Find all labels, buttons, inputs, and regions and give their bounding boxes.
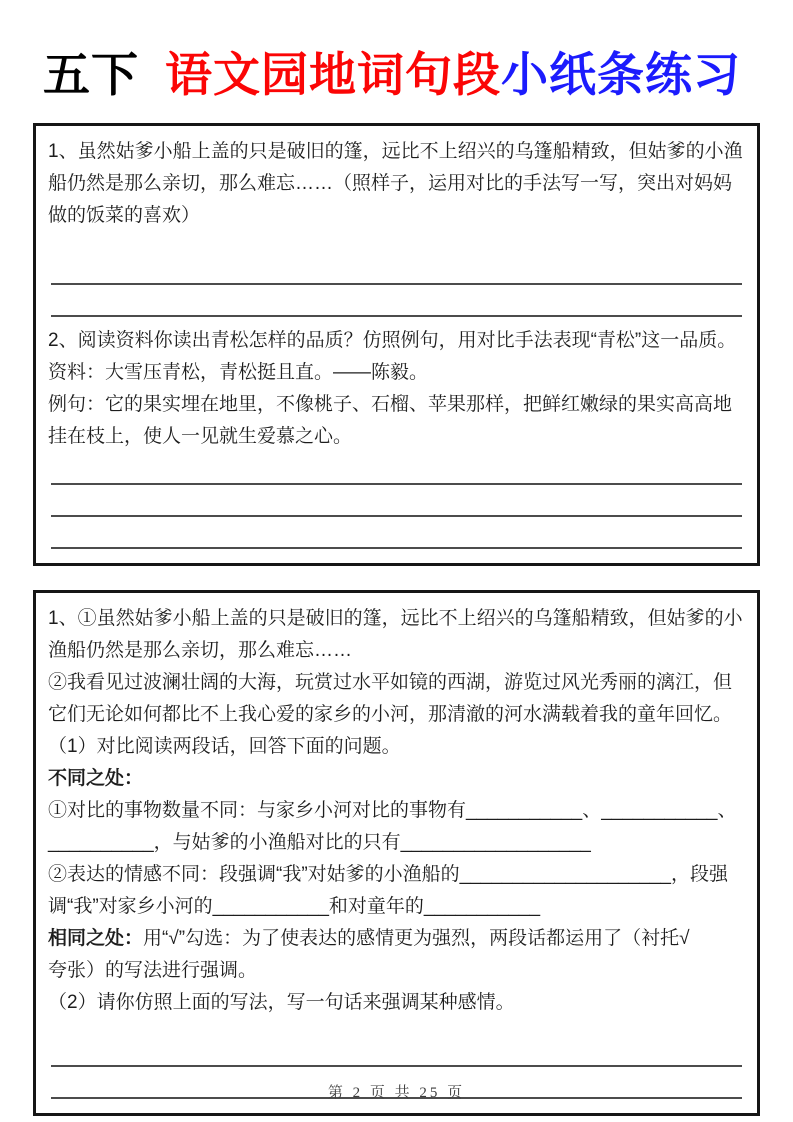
- page-number-footer: 第 2 页 共 25 页: [327, 1085, 466, 1101]
- question-box-2: [33, 590, 760, 1116]
- difference-1-fill-blank: ①对比的事物数量不同：与家乡小河对比的事物有___________、___________、__________，与姑爹的小渔船对比的只有__________________: [48, 800, 737, 853]
- question-2-material: 资料：大雪压青松，青松挺且直。——陈毅。: [48, 362, 429, 383]
- difference-2-fill-blank: ②表达的情感不同：段强调“我”对姑爹的小渔船的____________________，段强调“我”对家乡小河的___________和对童年的___________: [48, 864, 728, 917]
- passage-1-text: 1、①虽然姑爹小船上盖的只是破旧的篷，远比不上绍兴的乌篷船精致，但姑爹的小渔船仍然是那么亲切，那么难忘……: [48, 608, 743, 661]
- question-2-text: 2、阅读资料你读出青松怎样的品质？仿照例句，用对比手法表现“青松”这一品质。: [48, 330, 737, 351]
- similarities-heading-label: 相同之处：: [48, 928, 144, 949]
- page-title: [43, 44, 760, 106]
- answer-line: [51, 453, 742, 485]
- answer-line: [51, 485, 742, 517]
- title-sub: 小纸条练习: [501, 48, 741, 101]
- question-2-example: 例句：它的果实埋在地里，不像桃子、石榴、苹果那样，把鲜红嫩绿的果实高高地挂在枝上，使人一见就生爱慕之心。: [48, 394, 733, 447]
- similarities-text: 用“√”勾选：为了使表达的感情更为强烈，两段话都运用了（衬托√ 夸张）的写法进行强调。: [48, 928, 728, 981]
- answer-line: [51, 1035, 742, 1067]
- title-grade: 五下: [43, 48, 139, 101]
- question-1-text: 1、虽然姑爹小船上盖的只是破旧的篷，远比不上绍兴的乌篷船精致，但姑爹的小渔船仍然是那么亲切，那么难忘……（照样子，运用对比的手法写一写，突出对妈妈做的饭菜的喜欢）: [48, 141, 743, 226]
- answer-line: [51, 285, 742, 317]
- answer-line: [51, 253, 742, 285]
- subquestion-1-text: （1）对比阅读两段话，回答下面的问题。: [48, 736, 401, 757]
- similarities-line: [48, 923, 745, 987]
- passage-2-text: ②我看见过波澜壮阔的大海，玩赏过水平如镜的西湖，游览过风光秀丽的漓江，但它们无论如何都比不上我心爱的家乡的小河，那清澈的河水满载着我的童年回忆。: [48, 672, 733, 725]
- differences-heading: [48, 763, 745, 795]
- differences-heading-label: 不同之处：: [48, 768, 144, 789]
- title-main: 语文园地词句段: [165, 48, 501, 101]
- question-box-1: [33, 123, 760, 566]
- subquestion-2-text: （2）请你仿照上面的写法，写一句话来强调某种感情。: [48, 992, 515, 1013]
- answer-line: [51, 517, 742, 549]
